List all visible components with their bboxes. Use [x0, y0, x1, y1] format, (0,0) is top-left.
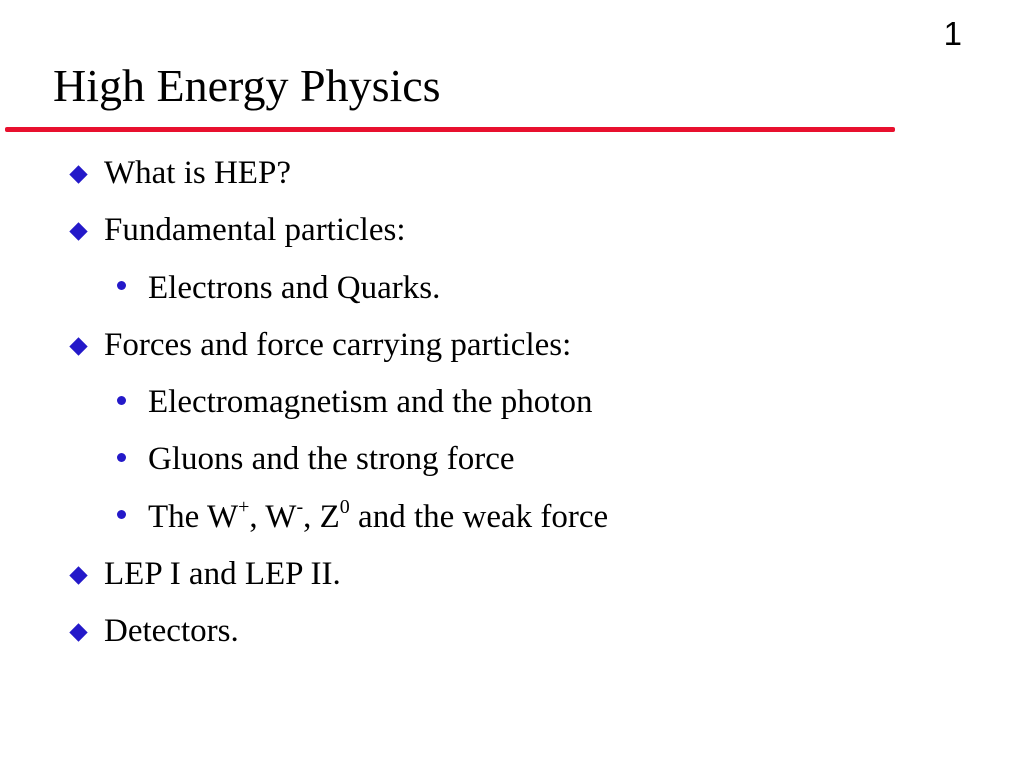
z-zero-label: , Z — [303, 498, 340, 535]
bullet-text: LEP I and LEP II. — [104, 556, 341, 593]
diamond-icon — [69, 337, 87, 355]
diamond-icon — [69, 222, 87, 240]
sub-bullet-text — [148, 489, 608, 546]
dot-icon — [117, 396, 126, 405]
bullet-item — [0, 546, 1024, 603]
bullet-item — [0, 317, 1024, 374]
diamond-icon — [69, 165, 87, 183]
sub-bullet-text: Electrons and Quarks. — [148, 269, 441, 306]
sub-bullet-text: Electromagnetism and the photon — [148, 384, 593, 421]
weak-force-label: and the weak force — [349, 498, 609, 535]
slide-title: High Energy Physics — [53, 60, 441, 111]
bullet-text: Forces and force carrying particles: — [104, 326, 572, 363]
dot-icon — [117, 510, 126, 519]
w-plus-label: The W — [148, 498, 239, 535]
sub-bullet-item — [0, 260, 1024, 317]
sub-bullet-text: Gluons and the strong force — [148, 441, 515, 478]
superscript-minus: - — [296, 495, 304, 518]
w-minus-label: , W — [249, 498, 297, 535]
bullet-item — [0, 202, 1024, 259]
slide-number: 1 — [943, 15, 962, 52]
sub-bullet-item — [0, 431, 1024, 488]
bullet-text: Fundamental particles: — [104, 212, 406, 249]
bullet-item — [0, 603, 1024, 660]
bullet-text: What is HEP? — [104, 155, 291, 191]
sub-bullet-item — [0, 489, 1024, 546]
diamond-icon — [69, 623, 87, 641]
diamond-icon — [69, 566, 87, 584]
superscript-zero: 0 — [339, 495, 350, 518]
bullet-list — [0, 145, 1024, 661]
dot-icon — [117, 281, 126, 290]
bullet-text: Detectors. — [104, 613, 239, 650]
title-underline — [5, 127, 895, 132]
sub-bullet-item — [0, 374, 1024, 431]
dot-icon — [117, 453, 126, 462]
superscript-plus: + — [238, 495, 250, 518]
bullet-item — [0, 145, 1024, 202]
